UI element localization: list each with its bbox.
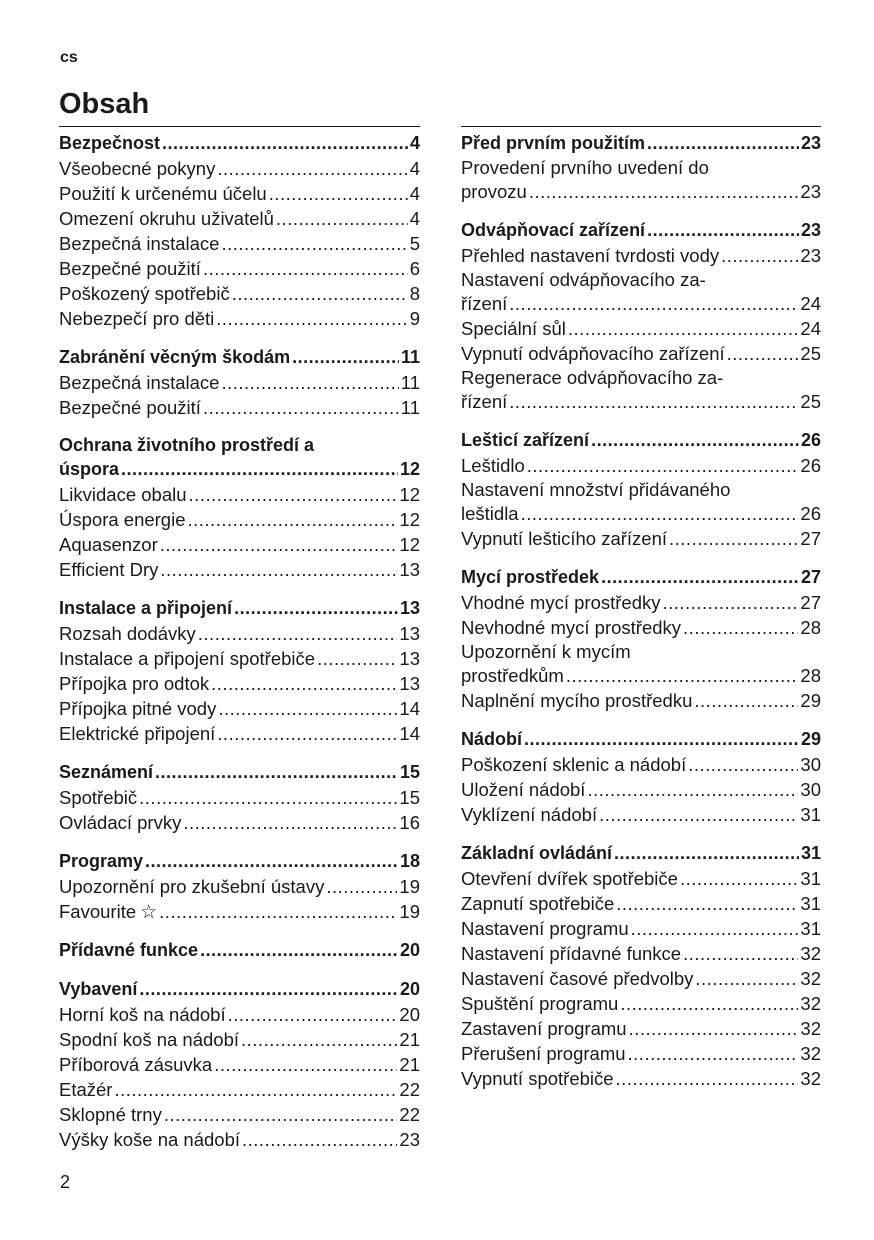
dot-leader bbox=[647, 218, 799, 243]
toc-heading[interactable] bbox=[59, 345, 420, 370]
page-ref: 23 bbox=[800, 133, 821, 153]
toc-heading[interactable] bbox=[59, 457, 420, 482]
dot-leader bbox=[683, 615, 798, 640]
page-ref: 18 bbox=[399, 851, 420, 871]
toc-entry[interactable] bbox=[59, 156, 420, 181]
dot-leader bbox=[317, 646, 397, 671]
toc-heading[interactable] bbox=[461, 428, 821, 453]
dot-leader bbox=[326, 874, 397, 899]
dot-leader bbox=[198, 621, 398, 646]
toc-entry-title: Omezení okruhu uživatelů bbox=[59, 208, 274, 229]
toc-entry-title: Přehled nastavení tvrdosti vody bbox=[461, 245, 720, 266]
toc-heading[interactable] bbox=[461, 727, 821, 752]
toc-entry-title: Všeobecné pokyny bbox=[59, 158, 216, 179]
toc-entry-title: Nastavení přídavné funkce bbox=[461, 943, 682, 964]
dot-leader bbox=[139, 977, 398, 1002]
toc-entry[interactable] bbox=[59, 482, 420, 507]
dot-leader bbox=[509, 291, 798, 316]
toc-heading-title: Programy bbox=[59, 851, 144, 871]
toc-entry-title: Elektrické připojení bbox=[59, 723, 216, 744]
toc-heading-title: Odvápňovací zařízení bbox=[461, 220, 646, 240]
dot-leader bbox=[218, 696, 397, 721]
toc-heading[interactable] bbox=[59, 977, 420, 1002]
page-ref: 30 bbox=[800, 779, 821, 800]
toc-entry[interactable] bbox=[461, 179, 821, 204]
page-ref: 4 bbox=[409, 208, 420, 229]
toc-section bbox=[461, 565, 821, 713]
toc-entry-title: Přerušení programu bbox=[461, 1043, 626, 1064]
toc-entry[interactable] bbox=[59, 1127, 420, 1152]
toc-entry-title: Vypnutí spotřebiče bbox=[461, 1068, 614, 1089]
toc-entry-title: Nevhodné mycí prostředky bbox=[461, 617, 682, 638]
toc-entry[interactable] bbox=[59, 306, 420, 331]
toc-entry[interactable] bbox=[461, 501, 821, 526]
dot-leader bbox=[509, 389, 798, 414]
toc-entry[interactable] bbox=[461, 891, 821, 916]
page-ref: 12 bbox=[399, 459, 420, 479]
toc-entry[interactable] bbox=[59, 1027, 420, 1052]
dot-leader bbox=[529, 179, 799, 204]
toc-entry[interactable] bbox=[59, 1102, 420, 1127]
toc-entry-title: Použití k určenému účelu bbox=[59, 183, 267, 204]
toc-entry-title: Horní koš na nádobí bbox=[59, 1004, 226, 1025]
toc-entry-title: Ovládací prvky bbox=[59, 812, 182, 833]
toc-entry[interactable] bbox=[59, 532, 420, 557]
page-ref: 27 bbox=[800, 528, 821, 549]
page-ref: 32 bbox=[800, 968, 821, 989]
toc-entry-title: Aquasenzor bbox=[59, 534, 158, 555]
toc-heading-title: Přídavné funkce bbox=[59, 940, 199, 960]
dot-leader bbox=[164, 1102, 398, 1127]
page-ref: 27 bbox=[800, 592, 821, 613]
dot-leader bbox=[121, 457, 398, 482]
toc-entry-title: Spotřebič bbox=[59, 787, 138, 808]
dot-leader bbox=[200, 938, 398, 963]
dot-leader bbox=[160, 532, 398, 557]
toc-entry[interactable] bbox=[59, 721, 420, 746]
toc-entry-title: Poškození sklenic a nádobí bbox=[461, 754, 687, 775]
page-ref: 4 bbox=[409, 183, 420, 204]
toc-entry-title: Instalace a připojení spotřebiče bbox=[59, 648, 316, 669]
toc-entry-title: Favourite ☆ bbox=[59, 901, 158, 923]
toc-entry-title: Nastavení programu bbox=[461, 918, 629, 939]
page-ref: 19 bbox=[399, 901, 420, 922]
toc-heading[interactable] bbox=[59, 596, 420, 621]
page-ref: 6 bbox=[409, 258, 420, 279]
toc-entry-title: Sklopné trny bbox=[59, 1104, 162, 1125]
dot-leader bbox=[688, 752, 798, 777]
toc-entry[interactable] bbox=[461, 802, 821, 827]
dot-leader bbox=[162, 131, 408, 156]
toc-entry-title: Speciální sůl bbox=[461, 318, 566, 339]
dot-leader bbox=[217, 156, 407, 181]
left-divider bbox=[59, 126, 420, 127]
toc-entry[interactable] bbox=[59, 557, 420, 582]
page-ref: 32 bbox=[800, 943, 821, 964]
toc-entry[interactable] bbox=[461, 1066, 821, 1091]
toc-entry-title: Bezpečná instalace bbox=[59, 233, 220, 254]
page-ref: 13 bbox=[399, 673, 420, 694]
page-ref: 32 bbox=[800, 1043, 821, 1064]
page-ref: 20 bbox=[399, 940, 420, 960]
dot-leader bbox=[566, 663, 799, 688]
dot-leader bbox=[203, 256, 408, 281]
toc-entry[interactable] bbox=[59, 696, 420, 721]
page-ref: 31 bbox=[800, 868, 821, 889]
toc-entry-title: leštidla bbox=[461, 503, 519, 524]
toc-entry[interactable] bbox=[461, 688, 821, 713]
dot-leader bbox=[242, 1127, 397, 1152]
toc-entry[interactable] bbox=[59, 507, 420, 532]
toc-entry-title: Bezpečná instalace bbox=[59, 372, 220, 393]
page-ref: 21 bbox=[399, 1054, 420, 1075]
toc-heading-title: Lešticí zařízení bbox=[461, 430, 590, 450]
page-ref: 21 bbox=[399, 1029, 420, 1050]
dot-leader bbox=[269, 181, 408, 206]
dot-leader bbox=[139, 785, 397, 810]
toc-entry-title: Přípojka pro odtok bbox=[59, 673, 210, 694]
dot-leader bbox=[521, 501, 799, 526]
toc-entry-title: Nastavení časové předvolby bbox=[461, 968, 694, 989]
page-ref: 24 bbox=[800, 318, 821, 339]
language-code: cs bbox=[60, 49, 78, 66]
dot-leader bbox=[155, 760, 398, 785]
toc-entry-title: provozu bbox=[461, 181, 527, 202]
toc-entry[interactable] bbox=[461, 243, 821, 268]
toc-entry[interactable] bbox=[461, 941, 821, 966]
page-ref: 4 bbox=[409, 133, 420, 153]
toc-entry-title: prostředkům bbox=[461, 665, 564, 686]
toc-entry-title: Přípojka pitné vody bbox=[59, 698, 217, 719]
dot-leader bbox=[721, 243, 798, 268]
toc-heading[interactable] bbox=[59, 760, 420, 785]
toc-entry-title: Úspora energie bbox=[59, 509, 186, 530]
toc-section bbox=[461, 841, 821, 1091]
toc-entry[interactable] bbox=[59, 810, 420, 835]
page-ref: 11 bbox=[400, 397, 420, 418]
toc-entry[interactable] bbox=[59, 785, 420, 810]
dot-leader bbox=[221, 231, 407, 256]
toc-section bbox=[59, 596, 420, 746]
toc-heading-title: Vybavení bbox=[59, 979, 138, 999]
dot-leader bbox=[527, 453, 799, 478]
dot-leader bbox=[145, 849, 398, 874]
dot-leader bbox=[601, 565, 799, 590]
toc-heading-title: Před prvním použitím bbox=[461, 133, 646, 153]
page-ref: 23 bbox=[800, 181, 821, 202]
toc-heading[interactable] bbox=[461, 131, 821, 156]
page-ref: 13 bbox=[399, 623, 420, 644]
toc-entry[interactable] bbox=[461, 453, 821, 478]
toc-heading-title: Seznámení bbox=[59, 762, 154, 782]
toc-section bbox=[59, 434, 420, 582]
page-number: 2 bbox=[60, 1172, 71, 1192]
toc-entry-title: Otevření dvířek spotřebiče bbox=[461, 868, 678, 889]
page-ref: 25 bbox=[800, 391, 821, 412]
toc-entry[interactable] bbox=[461, 341, 821, 366]
toc-right-column bbox=[461, 131, 821, 1105]
toc-entry-title: Spodní koš na nádobí bbox=[59, 1029, 240, 1050]
dot-leader bbox=[216, 306, 407, 331]
page-ref: 23 bbox=[399, 1129, 420, 1150]
dot-leader bbox=[631, 916, 799, 941]
page-ref: 29 bbox=[800, 690, 821, 711]
page-ref: 20 bbox=[399, 1004, 420, 1025]
dot-leader bbox=[616, 891, 798, 916]
page-ref: 5 bbox=[409, 233, 420, 254]
page-ref: 12 bbox=[399, 534, 420, 555]
toc-entry-title: Příborová zásuvka bbox=[59, 1054, 213, 1075]
dot-leader bbox=[189, 482, 398, 507]
page-ref: 9 bbox=[409, 308, 420, 329]
toc-section bbox=[59, 345, 420, 420]
toc-entry-line: Nastavení odvápňovacího za- bbox=[461, 269, 706, 290]
page-ref: 23 bbox=[800, 245, 821, 266]
dot-leader bbox=[628, 1041, 799, 1066]
toc-entry-title: Likvidace obalu bbox=[59, 484, 187, 505]
dot-leader bbox=[232, 281, 408, 306]
dot-leader bbox=[669, 526, 798, 551]
toc-entry[interactable] bbox=[59, 899, 420, 924]
toc-entry[interactable] bbox=[461, 752, 821, 777]
toc-entry[interactable] bbox=[59, 370, 420, 395]
toc-left-column bbox=[59, 131, 420, 1166]
page-ref: 19 bbox=[399, 876, 420, 897]
toc-entry[interactable] bbox=[461, 291, 821, 316]
dot-leader bbox=[276, 206, 408, 231]
dot-leader bbox=[616, 1066, 799, 1091]
dot-leader bbox=[183, 810, 397, 835]
toc-section bbox=[59, 849, 420, 924]
dot-leader bbox=[629, 1016, 799, 1041]
toc-heading[interactable] bbox=[59, 938, 420, 963]
dot-leader bbox=[160, 557, 397, 582]
toc-entry-title: Spuštění programu bbox=[461, 993, 619, 1014]
toc-entry[interactable] bbox=[461, 389, 821, 414]
page-ref: 13 bbox=[399, 559, 420, 580]
toc-heading-title: úspora bbox=[59, 459, 120, 479]
right-divider bbox=[461, 126, 821, 127]
dot-leader bbox=[228, 1002, 398, 1027]
dot-leader bbox=[292, 345, 399, 370]
page-ref: 8 bbox=[409, 283, 420, 304]
page-ref: 13 bbox=[399, 648, 420, 669]
toc-section bbox=[59, 938, 420, 963]
page-ref: 29 bbox=[800, 729, 821, 749]
toc-entry[interactable] bbox=[59, 256, 420, 281]
toc-entry-title: Zapnutí spotřebiče bbox=[461, 893, 615, 914]
toc-heading[interactable] bbox=[461, 218, 821, 243]
page-ref: 12 bbox=[399, 509, 420, 530]
page-ref: 26 bbox=[800, 503, 821, 524]
toc-entry[interactable] bbox=[59, 874, 420, 899]
toc-section bbox=[461, 727, 821, 827]
toc-entry-line: Nastavení množství přidávaného bbox=[461, 479, 731, 500]
dot-leader bbox=[662, 590, 798, 615]
dot-leader bbox=[587, 777, 798, 802]
toc-entry[interactable] bbox=[461, 1016, 821, 1041]
toc-entry-title: řízení bbox=[461, 293, 508, 314]
toc-entry-line: Provedení prvního uvedení do bbox=[461, 157, 709, 178]
toc-section bbox=[461, 428, 821, 551]
toc-section bbox=[461, 218, 821, 414]
dot-leader bbox=[680, 866, 798, 891]
toc-entry-title: Vhodné mycí prostředky bbox=[461, 592, 661, 613]
dot-leader bbox=[221, 370, 398, 395]
toc-entry-title: Rozsah dodávky bbox=[59, 623, 196, 644]
toc-entry-line: Regenerace odvápňovacího za- bbox=[461, 367, 724, 388]
toc-entry[interactable] bbox=[59, 1052, 420, 1077]
toc-entry[interactable] bbox=[59, 181, 420, 206]
toc-heading-title: Základní ovládání bbox=[461, 843, 613, 863]
toc-entry[interactable] bbox=[461, 615, 821, 640]
dot-leader bbox=[620, 991, 798, 1016]
page-ref: 14 bbox=[399, 723, 420, 744]
toc-entry[interactable] bbox=[461, 916, 821, 941]
dot-leader bbox=[727, 341, 799, 366]
toc-heading-title: Mycí prostředek bbox=[461, 567, 600, 587]
toc-heading[interactable] bbox=[461, 565, 821, 590]
toc-section bbox=[59, 760, 420, 835]
toc-entry-title: řízení bbox=[461, 391, 508, 412]
dot-leader bbox=[599, 802, 798, 827]
toc-entry-title: Nebezpečí pro děti bbox=[59, 308, 215, 329]
toc-section bbox=[59, 131, 420, 331]
dot-leader bbox=[188, 507, 398, 532]
toc-entry-title: Bezpečné použití bbox=[59, 258, 201, 279]
dot-leader bbox=[159, 899, 397, 924]
dot-leader bbox=[591, 428, 799, 453]
dot-leader bbox=[234, 596, 398, 621]
toc-entry[interactable] bbox=[461, 663, 821, 688]
toc-entry[interactable] bbox=[59, 231, 420, 256]
page-ref: 32 bbox=[800, 1018, 821, 1039]
toc-entry[interactable] bbox=[59, 395, 420, 420]
page-ref: 20 bbox=[399, 979, 420, 999]
toc-entry-title: Upozornění pro zkušební ústavy bbox=[59, 876, 325, 897]
toc-entry[interactable] bbox=[59, 621, 420, 646]
toc-entry-title: Výšky koše na nádobí bbox=[59, 1129, 240, 1150]
toc-entry[interactable] bbox=[461, 1041, 821, 1066]
toc-entry[interactable] bbox=[59, 1002, 420, 1027]
dot-leader bbox=[568, 316, 799, 341]
dot-leader bbox=[614, 841, 799, 866]
toc-heading-line: Ochrana životního prostředí a bbox=[59, 435, 315, 455]
dot-leader bbox=[524, 727, 799, 752]
toc-entry[interactable] bbox=[461, 316, 821, 341]
toc-entry-title: Vypnutí odvápňovacího zařízení bbox=[461, 343, 725, 364]
toc-entry-title: Naplnění mycího prostředku bbox=[461, 690, 693, 711]
dot-leader bbox=[217, 721, 397, 746]
toc-entry-title: Zastavení programu bbox=[461, 1018, 627, 1039]
page-ref: 11 bbox=[400, 347, 420, 367]
toc-entry[interactable] bbox=[461, 590, 821, 615]
dot-leader bbox=[214, 1052, 397, 1077]
dot-leader bbox=[241, 1027, 397, 1052]
page-ref: 26 bbox=[800, 430, 821, 450]
page-ref: 4 bbox=[409, 158, 420, 179]
page-ref: 31 bbox=[800, 804, 821, 825]
toc-entry[interactable] bbox=[59, 281, 420, 306]
page-ref: 32 bbox=[800, 993, 821, 1014]
page-ref: 22 bbox=[399, 1079, 420, 1100]
toc-entry-title: Vyklízení nádobí bbox=[461, 804, 598, 825]
toc-entry-title: Poškozený spotřebič bbox=[59, 283, 230, 304]
page-ref: 14 bbox=[399, 698, 420, 719]
page-ref: 30 bbox=[800, 754, 821, 775]
page-ref: 28 bbox=[800, 617, 821, 638]
toc-heading[interactable] bbox=[59, 131, 420, 156]
toc-entry-title: Etažér bbox=[59, 1079, 113, 1100]
page-ref: 26 bbox=[800, 455, 821, 476]
toc-heading-title: Zabránění věcným škodám bbox=[59, 347, 291, 367]
toc-entry[interactable] bbox=[59, 646, 420, 671]
page-ref: 31 bbox=[800, 843, 821, 863]
toc-entry-title: Leštidlo bbox=[461, 455, 525, 476]
toc-entry-title: Uložení nádobí bbox=[461, 779, 586, 800]
toc-entry[interactable] bbox=[461, 991, 821, 1016]
dot-leader bbox=[695, 966, 798, 991]
dot-leader bbox=[211, 671, 397, 696]
toc-entry-line: Upozornění k mycím bbox=[461, 641, 631, 662]
star-outline-icon: ☆ bbox=[140, 902, 158, 923]
page-ref: 28 bbox=[800, 665, 821, 686]
toc-heading[interactable] bbox=[59, 849, 420, 874]
page-ref: 11 bbox=[400, 372, 420, 393]
page-ref: 23 bbox=[800, 220, 821, 240]
page-title: Obsah bbox=[59, 88, 150, 120]
toc-entry[interactable] bbox=[461, 866, 821, 891]
page-ref: 27 bbox=[800, 567, 821, 587]
page-ref: 31 bbox=[800, 918, 821, 939]
page-ref: 12 bbox=[399, 484, 420, 505]
page-ref: 25 bbox=[800, 343, 821, 364]
dot-leader bbox=[647, 131, 799, 156]
toc-entry[interactable] bbox=[59, 206, 420, 231]
toc-entry[interactable] bbox=[461, 777, 821, 802]
toc-entry[interactable] bbox=[461, 526, 821, 551]
toc-heading-title: Nádobí bbox=[461, 729, 522, 749]
toc-section bbox=[461, 131, 821, 204]
dot-leader bbox=[694, 688, 798, 713]
toc-entry[interactable] bbox=[59, 671, 420, 696]
page-ref: 13 bbox=[399, 598, 420, 618]
toc-entry-title: Efficient Dry bbox=[59, 559, 159, 580]
page-ref: 15 bbox=[399, 762, 420, 782]
page-ref: 32 bbox=[800, 1068, 821, 1089]
page-ref: 16 bbox=[399, 812, 420, 833]
page-ref: 22 bbox=[399, 1104, 420, 1125]
dot-leader bbox=[114, 1077, 397, 1102]
toc-entry[interactable] bbox=[461, 966, 821, 991]
toc-entry-title: Bezpečné použití bbox=[59, 397, 201, 418]
toc-heading-title: Instalace a připojení bbox=[59, 598, 233, 618]
toc-entry-title: Vypnutí lešticího zařízení bbox=[461, 528, 668, 549]
dot-leader bbox=[203, 395, 399, 420]
page-ref: 15 bbox=[399, 787, 420, 808]
toc-entry[interactable] bbox=[59, 1077, 420, 1102]
page-ref: 31 bbox=[800, 893, 821, 914]
toc-section bbox=[59, 977, 420, 1152]
page-ref: 24 bbox=[800, 293, 821, 314]
toc-heading[interactable] bbox=[461, 841, 821, 866]
dot-leader bbox=[683, 941, 798, 966]
toc-heading-title: Bezpečnost bbox=[59, 133, 161, 153]
